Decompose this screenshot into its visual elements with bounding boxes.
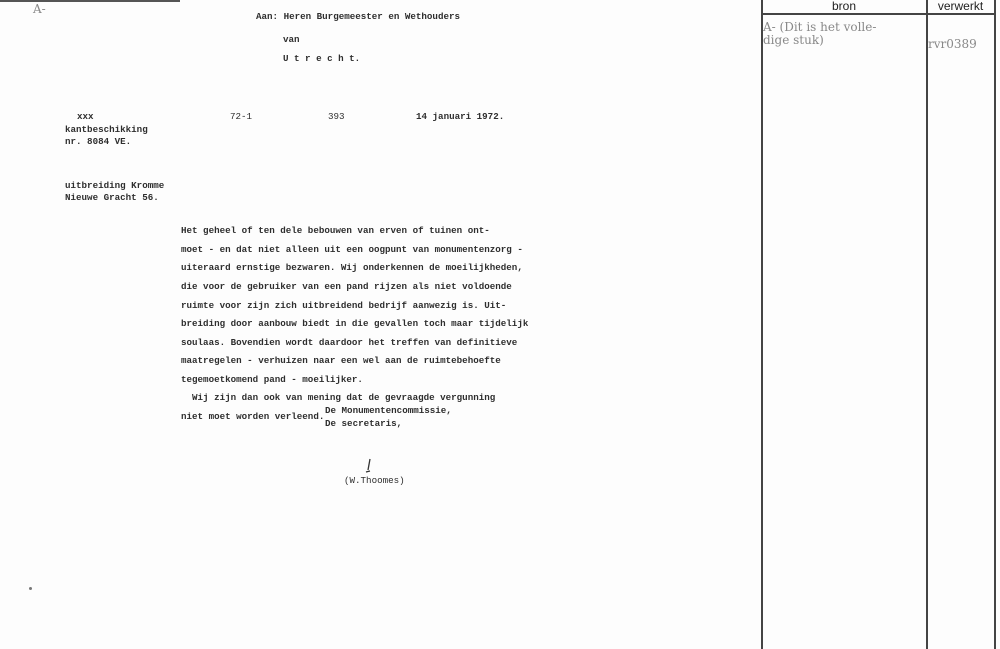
table-border (761, 0, 763, 649)
signatory: (W.Thoomes) (344, 475, 405, 486)
closing-line: De secretaris, (325, 418, 403, 429)
ref-line: kantbeschikking (65, 124, 148, 135)
body-line: niet moet worden verleend. (181, 411, 325, 422)
verwerkt-text: rvr0389 (928, 37, 977, 51)
bron-text: dige stuk) (763, 33, 824, 47)
body-line: breiding door aanbouw biedt in die gevallen toch maar tijdelijk (181, 318, 529, 329)
addressee-city: U t r e c h t. (283, 53, 361, 64)
body-line: Het geheel of ten dele bebouwen van erven of tuinen ont- (181, 225, 490, 236)
ref-code: 72-1 (230, 111, 253, 122)
speck (29, 587, 32, 590)
body-line: uiteraard ernstige bezwaren. Wij onderkennen de moeilijkheden, (181, 262, 523, 273)
body-line: maatregelen - verhuizen naar een wel aan de ruimtebehoefte (181, 355, 501, 366)
body-line: soulaas. Bovendien wordt daardoor het treffen van definitieve (181, 337, 518, 348)
table-border (994, 0, 996, 649)
header-verwerkt: verwerkt (937, 0, 984, 13)
header-bron: bron (831, 0, 857, 13)
body-line: Wij zijn dan ook van mening dat de gevraagde vergunning (181, 392, 496, 403)
body-line: moet - en dat niet alleen uit een oogpunt van monumentenzorg - (181, 244, 523, 255)
top-edge-line (0, 0, 180, 2)
subject-line: Nieuwe Gracht 56. (65, 192, 159, 203)
ref-line: nr. 8084 VE. (65, 136, 132, 147)
body-line: ruimte voor zijn zich uitbreidend bedrijf aanwezig is. Uit- (181, 300, 507, 311)
margin-mark: A- (33, 2, 46, 16)
table-divider (926, 0, 928, 649)
subject-line: uitbreiding Kromme (65, 180, 165, 191)
body-line: die voor de gebruiker van een pand rijzen als niet voldoende (181, 281, 512, 292)
closing-line: De Monumentencommissie, (325, 405, 452, 416)
signature-mark (364, 458, 374, 474)
ref-number: 393 (328, 111, 345, 122)
body-line: tegemoetkomend pand - moeilijker. (181, 374, 363, 385)
ref-line: xxx (77, 111, 94, 122)
header-divider (761, 13, 996, 15)
bron-text: A- (Dit is het volle- (763, 20, 877, 34)
letter-date: 14 januari 1972. (416, 111, 505, 122)
addressee-line: Aan: Heren Burgemeester en Wethouders (256, 11, 460, 22)
addressee-line: van (283, 34, 300, 45)
